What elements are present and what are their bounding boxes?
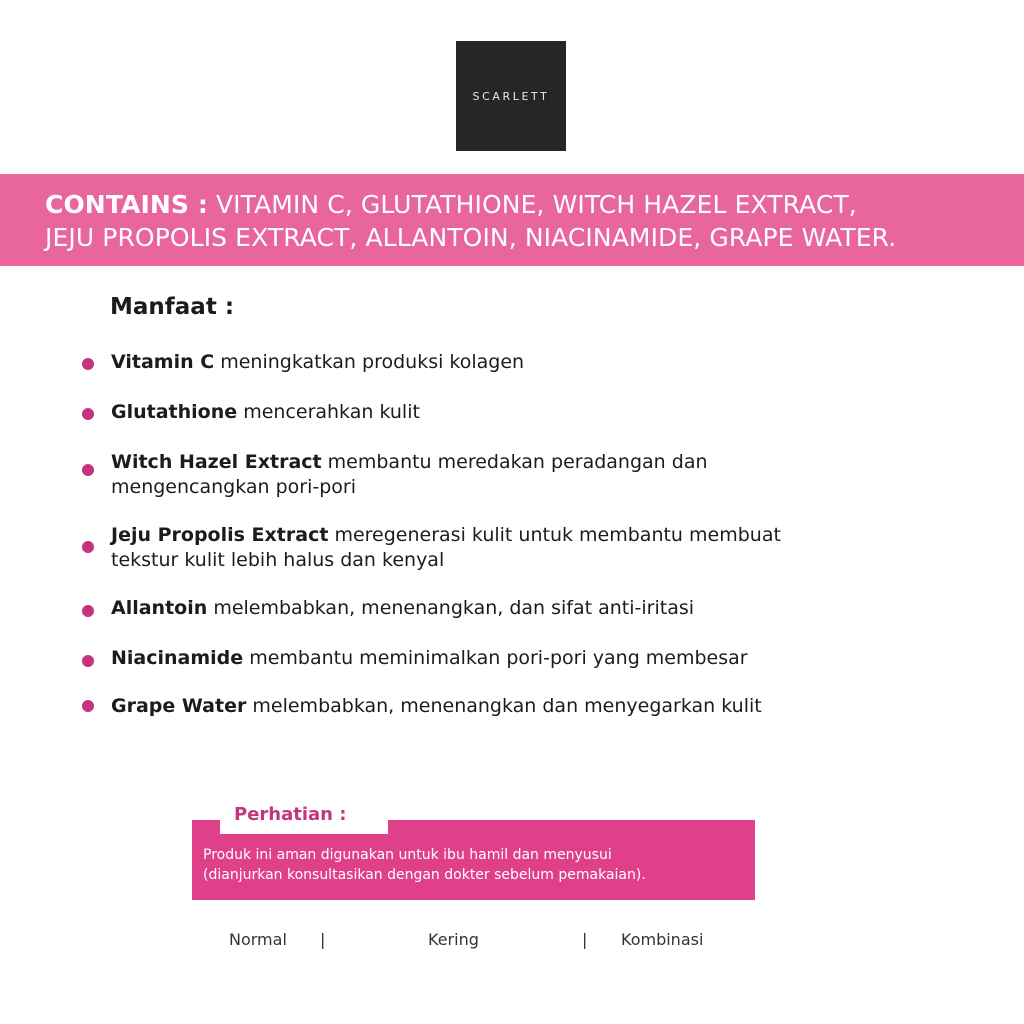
benefit-name: Grape Water: [111, 695, 247, 717]
benefit-name: Niacinamide: [111, 647, 244, 669]
contains-label: CONTAINS :: [45, 190, 208, 219]
contains-banner: [0, 174, 1024, 266]
benefit-name: Allantoin: [111, 597, 208, 619]
benefit-desc: mencerahkan kulit: [243, 401, 420, 423]
bullet-dot-icon: [82, 655, 94, 667]
benefit-name: Jeju Propolis Extract: [111, 524, 329, 546]
skin-type-normal: Normal: [229, 930, 287, 949]
benefit-name: Vitamin C: [111, 351, 215, 373]
benefit-desc: membantu meminimalkan pori-pori yang membesar: [249, 647, 748, 669]
benefits-title: Manfaat :: [110, 294, 235, 320]
benefit-name: Witch Hazel Extract: [111, 451, 322, 473]
skin-types: [0, 930, 1024, 954]
bullet-dot-icon: [82, 541, 94, 553]
skin-type-kering: Kering: [428, 930, 479, 949]
bullet-dot-icon: [82, 464, 94, 476]
notice-line-1: Produk ini aman digunakan untuk ibu hamil dan menyusui: [203, 847, 612, 863]
skin-type-separator: |: [582, 930, 588, 949]
bullet-dot-icon: [82, 358, 94, 370]
brand-logo-text: SCARLETT: [472, 89, 550, 103]
contains-ingredients-1: VITAMIN C, GLUTATHIONE, WITCH HAZEL EXTRACT,: [215, 190, 857, 219]
notice-line-2: (dianjurkan konsultasikan dengan dokter sebelum pemakaian).: [203, 867, 646, 883]
skin-type-separator: |: [320, 930, 326, 949]
notice-title: Perhatian :: [234, 804, 347, 825]
bullet-dot-icon: [82, 700, 94, 712]
brand-logo: [456, 41, 566, 151]
benefit-desc: melembabkan, menenangkan, dan sifat anti-iritasi: [213, 597, 695, 619]
bullet-dot-icon: [82, 408, 94, 420]
notice-text: [203, 845, 753, 885]
contains-line-2: JEJU PROPOLIS EXTRACT, ALLANTOIN, NIACINAMIDE, GRAPE WATER.: [45, 223, 897, 252]
benefit-desc: meregenerasi kulit untuk membantu membuat: [334, 524, 781, 546]
benefit-desc: meningkatkan produksi kolagen: [220, 351, 525, 373]
benefit-desc: membantu meredakan peradangan dan: [327, 451, 708, 473]
contains-line-1: [45, 188, 1024, 221]
benefit-name: Glutathione: [111, 401, 238, 423]
bullet-dot-icon: [82, 605, 94, 617]
benefit-desc: melembabkan, menenangkan dan menyegarkan kulit: [252, 695, 762, 717]
benefit-desc-cont: mengencangkan pori-pori: [111, 476, 357, 498]
skin-type-kombinasi: Kombinasi: [621, 930, 704, 949]
benefit-desc-cont: tekstur kulit lebih halus dan kenyal: [111, 549, 445, 571]
